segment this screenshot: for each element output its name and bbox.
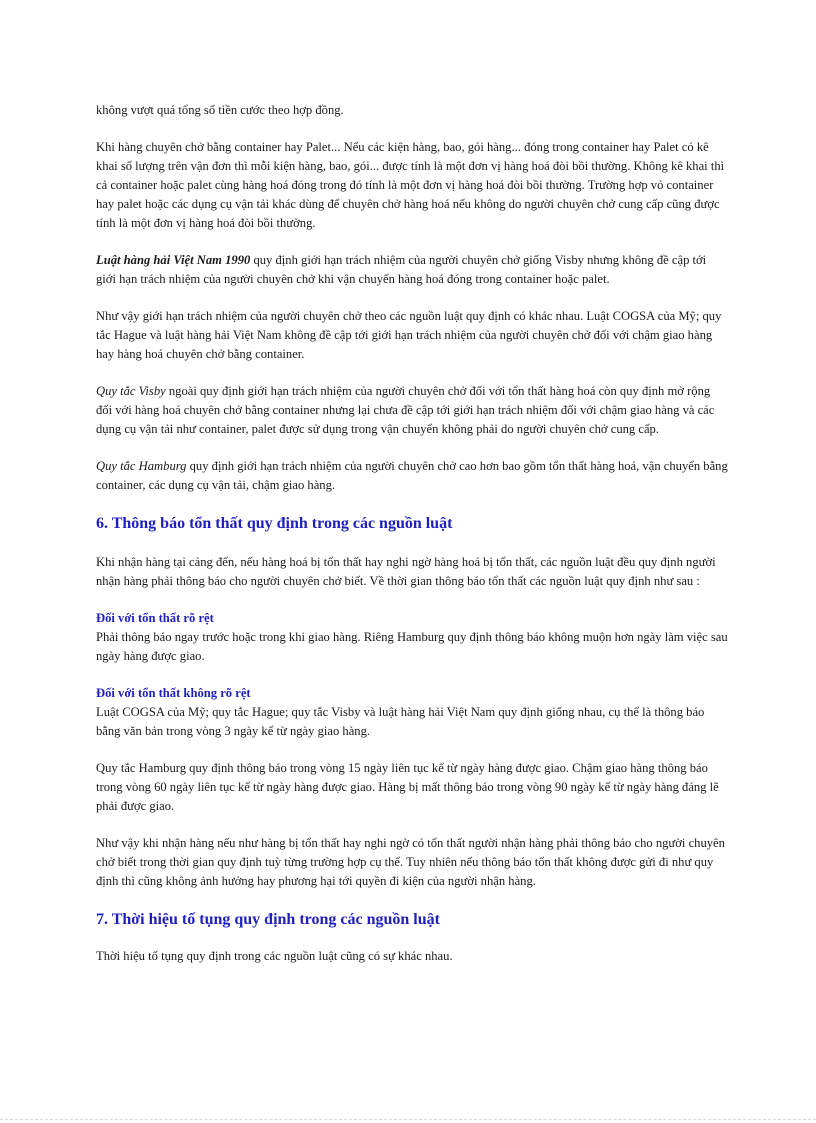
paragraph-container-palet: Khi hàng chuyên chở bằng container hay Palet... Nếu các kiện hàng, bao, gói hàng... đóng trong container hay Palet có kê khai số lượng trên vận đơn thì mỗi kiện hàng, bao, gói... được tính là một đơn vị hàng hoá đòi bồi thường. Không kê khai thì cả container hoặc palet cùng hàng hoá đóng trong đó tính là một đơn vị hàng hoá đòi bồi thường. Trường hợp vỏ container hay palet hoặc các dụng cụ vận tải khác dùng để chuyên chở hàng hoá nếu không do người chuyên chở cung cấp cũng được tính là một đơn vị hàng hoá đòi bồi thường. — [96, 140, 725, 230]
document-body — [96, 101, 728, 984]
paragraph-liability-comparison: Như vậy giới hạn trách nhiệm của người chuyên chở theo các nguồn luật quy định có khác nhau. Luật COGSA của Mỹ; quy tắc Hague và luật hàng hải Việt Nam không đề cập tới giới hạn trách nhiệm của người chuyên chở đối với chậm giao hàng hay hàng hoá chuyên chở bằng container. — [96, 309, 722, 361]
paragraph-vietnam-maritime-law — [96, 251, 728, 289]
subheading-non-obvious-loss: Đối với tổn thất không rõ rệt — [96, 686, 251, 700]
section-7-intro: Thời hiệu tố tụng quy định trong các nguồn luật cũng có sự khác nhau. — [96, 949, 453, 963]
section-7-heading: 7. Thời hiệu tố tụng quy định trong các nguồn luật — [96, 911, 440, 928]
paragraph-hamburg-notice: Quy tắc Hamburg quy định thông báo trong vòng 15 ngày liên tục kể từ ngày hàng được giao. Chậm giao hàng thông báo trong vòng 60 ngày liên tục kể từ ngày hàng được giao. Hàng bị mất thông báo trong vòng 90 ngày kể từ ngày hàng đáng lẽ phải được giao. — [96, 761, 719, 813]
hamburg-rules-text: quy định giới hạn trách nhiệm của người chuyên chở cao hơn bao gồm tổn thất hàng hoá, vận chuyển bằng container, các dụng cụ vận tải, chậm giao hàng. — [96, 459, 728, 492]
page-bottom-divider — [0, 1119, 816, 1120]
paragraph-notice-conclusion: Như vậy khi nhận hàng nếu như hàng bị tổn thất hay nghi ngờ có tổn thất người nhận hàng phải thông báo cho người chuyên chở biết trong thời gian quy định tuỳ từng trường hợp cụ thể. Tuy nhiên nếu thông báo tổn thất không được gửi đi như quy định thì cũng không ảnh hưởng hay phương hại tới quyền đi kiện của người nhận hàng. — [96, 836, 725, 888]
vietnam-maritime-law-lead: Luật hàng hải Việt Nam 1990 — [96, 253, 251, 267]
paragraph-visby-rules — [96, 382, 728, 439]
hamburg-rules-lead: Quy tắc Hamburg — [96, 459, 187, 473]
section-6-heading: 6. Thông báo tổn thất quy định trong các nguồn luật — [96, 515, 453, 532]
visby-rules-lead: Quy tắc Visby — [96, 384, 166, 398]
paragraph-hamburg-rules — [96, 457, 728, 495]
paragraph-non-obvious-loss: Luật COGSA của Mỹ; quy tắc Hague; quy tắc Visby và luật hàng hải Việt Nam quy định giống nhau, cụ thể là thông báo bằng văn bản trong vòng 3 ngày kể từ ngày giao hàng. — [96, 705, 705, 738]
subheading-obvious-loss: Đối với tổn thất rõ rệt — [96, 611, 214, 625]
vietnam-maritime-law-text: quy định giới hạn trách nhiệm của người chuyên chở giống Visby nhưng không đề cập tới giới hạn trách nhiệm của người chuyên chở khi vận chuyển hàng hoá đóng trong container hoặc palet. — [96, 253, 707, 286]
paragraph-obvious-loss: Phải thông báo ngay trước hoặc trong khi giao hàng. Riêng Hamburg quy định thông báo không muộn hơn ngày làm việc sau ngày hàng được giao. — [96, 630, 728, 663]
section-6-intro: Khi nhận hàng tại cảng đến, nếu hàng hoá bị tổn thất hay nghi ngờ hàng hoá bị tổn thất, các nguồn luật đều quy định người nhận hàng phải thông báo cho người chuyên chở biết. Về thời gian thông báo tổn thất các nguồn luật quy định như sau : — [96, 555, 716, 588]
visby-rules-text: ngoài quy định giới hạn trách nhiệm của người chuyên chở đối với tổn thất hàng hoá còn quy định mở rộng đối với hàng hoá chuyên chở bằng container nhưng lại chưa đề cập tới giới hạn trách nhiệm đối với chậm giao hàng và các dụng cụ vận tải như container, palet được sử dụng trong vận chuyển không phải do người chuyên chở cung cấp. — [96, 384, 715, 436]
paragraph-continuation: không vượt quá tổng số tiền cước theo hợp đồng. — [96, 103, 344, 117]
